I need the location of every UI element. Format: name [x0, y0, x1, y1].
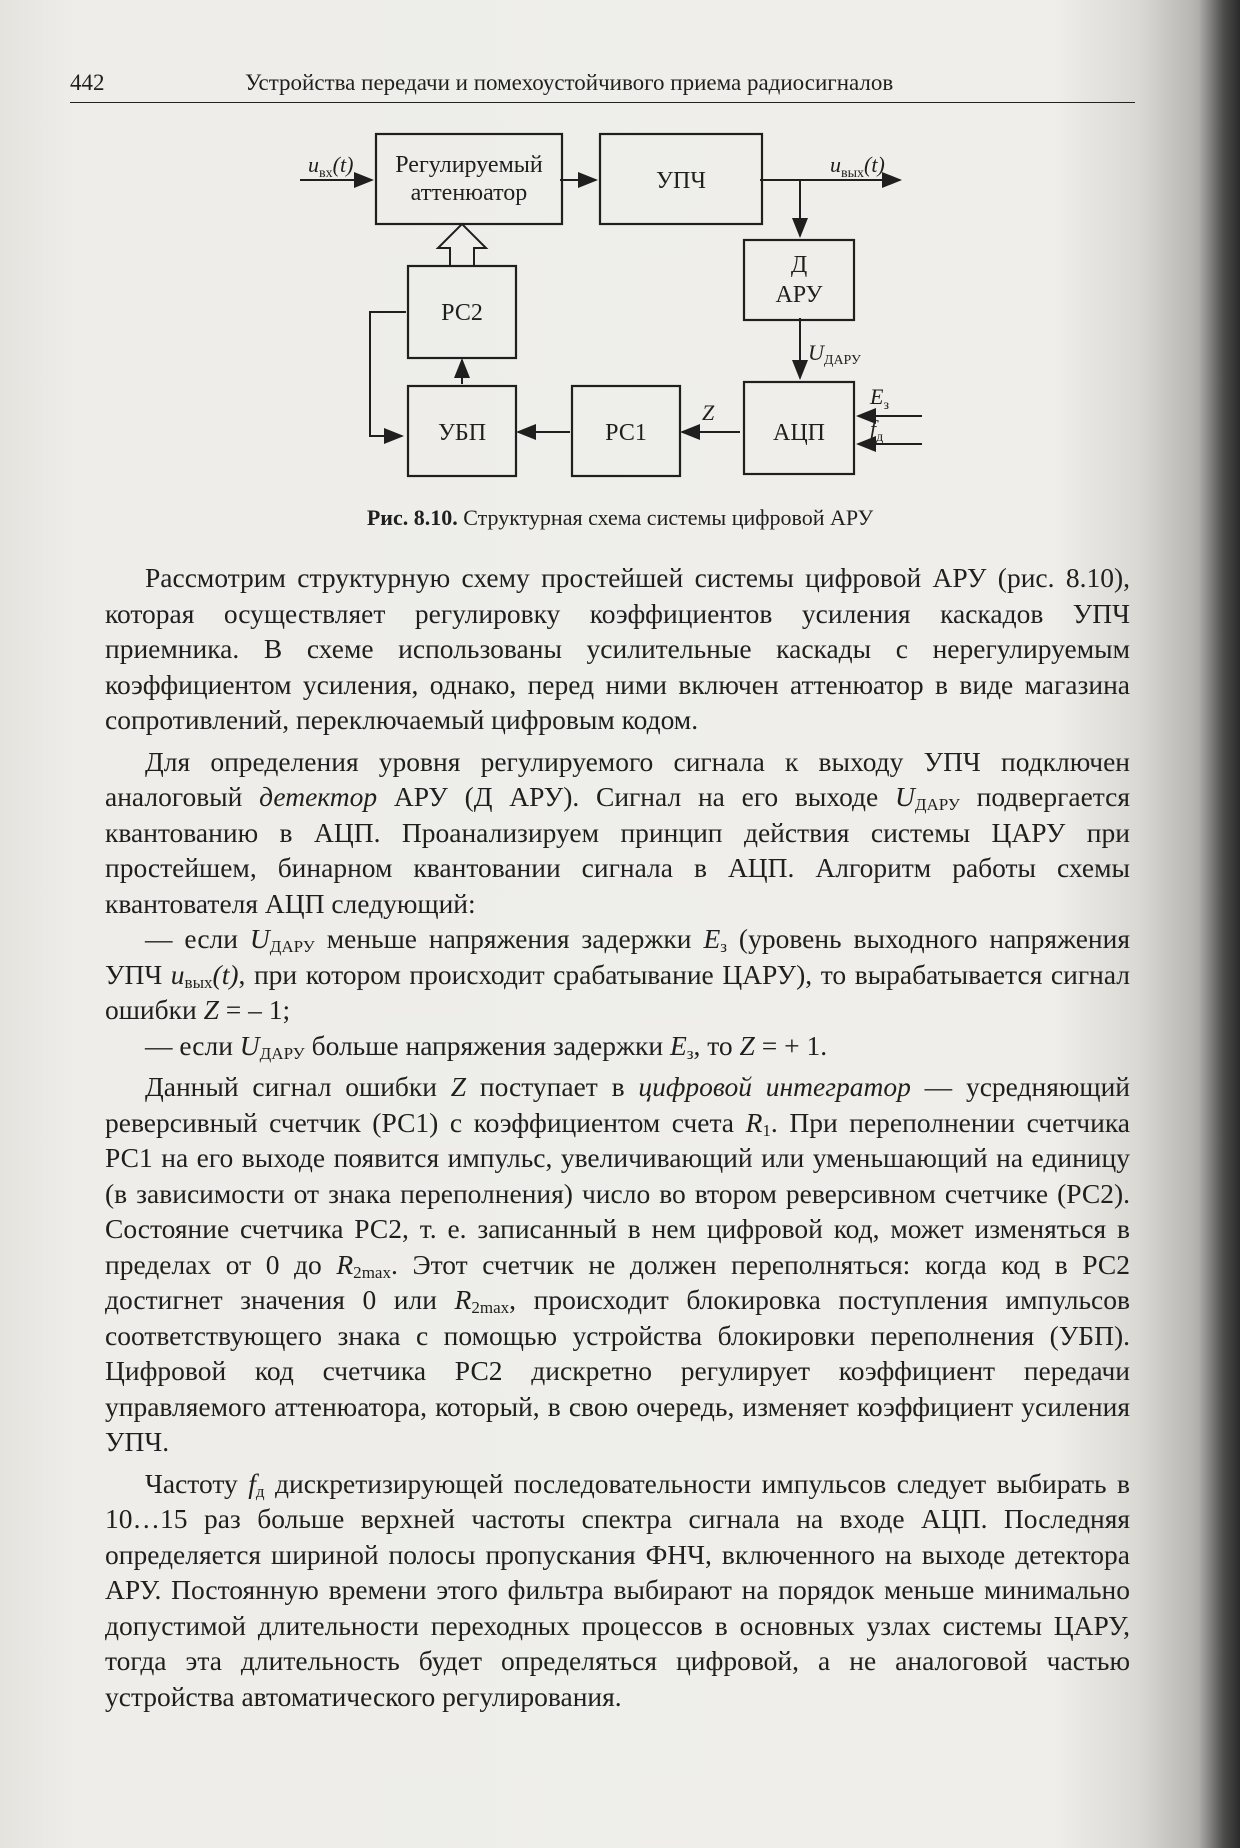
paragraph-3: Данный сигнал ошибки Z поступает в цифровой интегратор — усредняющий реверсивный счетчик (РС1) с коэффициентом счета $R_1$. При переполнении счетчика РС1 на его выходе появится импульс, увеличивающий или уменьшающий на единицу (в зависимости от знака переполнения) число во втором реверсивном счетчике (РС2). Состояние счетчика РС2, т. е. записанный в нем цифровой код, может изменяться в пределах от 0 до $R_{2max}$. Этот счетчик не должен переполняться: когда код в РС2 достигнет значения 0 или $R_{2max}$, происходит блокировка поступления импульсов соответствующего знака с помощью устройства блокировки переполнения (УБП). Цифровой код счетчика РС2 дискретно регулирует коэффициент передачи управляемого аттенюатора, который, в свою очередь, изменяет коэффициент усиления УПЧ. — [105, 1071, 1130, 1457]
page-number: 442 — [70, 70, 105, 95]
block-attenuator — [376, 134, 562, 224]
label-f: $f_д$ — [870, 416, 884, 445]
feedback-loop — [370, 312, 406, 436]
paragraph-1: Рассмотрим структурную схему простейшей системы цифровой АРУ (рис. 8.10), которая осуществляет регулировку коэффициентов усиления каскадов УПЧ приемника. В схеме использованы усилительные каскады с нерегулируемым коэффициентом усиления, однако, перед ними включен аттенюатор в виде магазина сопротивлений, переключаемый цифровым кодом. — [105, 562, 1130, 735]
label-acp: АЦП — [773, 420, 825, 446]
label-attenuator-2: аттенюатор — [410, 180, 528, 206]
label-d: Д — [790, 252, 808, 278]
label-rs2: РС2 — [441, 300, 483, 326]
body-text — [105, 560, 1130, 1714]
label-attenuator-1: Регулируемый — [395, 152, 543, 178]
figure-caption — [0, 505, 1240, 531]
label-z: Z — [702, 400, 715, 425]
label-e: $E_з$ — [870, 384, 889, 413]
label-upch: УПЧ — [656, 168, 706, 194]
label-u-in: $u_{вх}(t)$ — [308, 152, 354, 181]
label-u-out: $u_{вых}(t)$ — [830, 152, 885, 181]
label-u-daru: UДАРУ — [808, 340, 861, 368]
label-rs1: РС1 — [605, 420, 647, 446]
running-title: Устройства передачи и помехоустойчивого приема радиосигналов — [245, 70, 894, 95]
figure-title: Структурная схема системы цифровой АРУ — [463, 505, 874, 530]
list-item-1: — если $U_{ДАРУ}$ меньше напряжения задержки $E_з$ (уровень выходного напряжения УПЧ $u_{вых}(t)$, при котором происходит срабатывание ЦАРУ), то вырабатывается сигнал ошибки Z = – 1; — [105, 923, 1131, 1025]
figure-number: Рис. 8.10. — [366, 505, 458, 530]
list-item-2: — если $U_{ДАРУ}$ больше напряжения задержки $E_з$, то Z = + 1. — [145, 1029, 828, 1063]
label-ubp: УБП — [437, 420, 487, 446]
control-arrow — [438, 224, 486, 266]
paragraph-4: Частоту $f_д$ дискретизирующей последовательности импульсов следует выбирать в 10…15 раз больше верхней частоты спектра сигнала на входе АЦП. Последняя определяется шириной полосы пропускания ФНЧ, включенного на выходе детектора АРУ. Постоянную времени этого фильтра выбирают на порядок меньше минимально допустимой длительности переходных процессов в основных узлах системы ЦАРУ, тогда эта длительность будет определяться цифровой, а не аналоговой частью устройства автоматического регулирования. — [105, 1467, 1130, 1712]
paragraph-2: Для определения уровня регулируемого сигнала к выходу УПЧ подключен аналоговый детектор АРУ (Д АРУ). Сигнал на его выходе $U_{ДАРУ}$ подвергается квантованию в АЦП. Проанализируем принцип действия системы ЦАРУ при простейшем, бинарном квантовании сигнала в АЦП. Алгоритм работы схемы квантователя АЦП следующий: — [105, 745, 1130, 919]
block-diagram — [0, 0, 1240, 560]
label-aru: АРУ — [775, 282, 823, 308]
